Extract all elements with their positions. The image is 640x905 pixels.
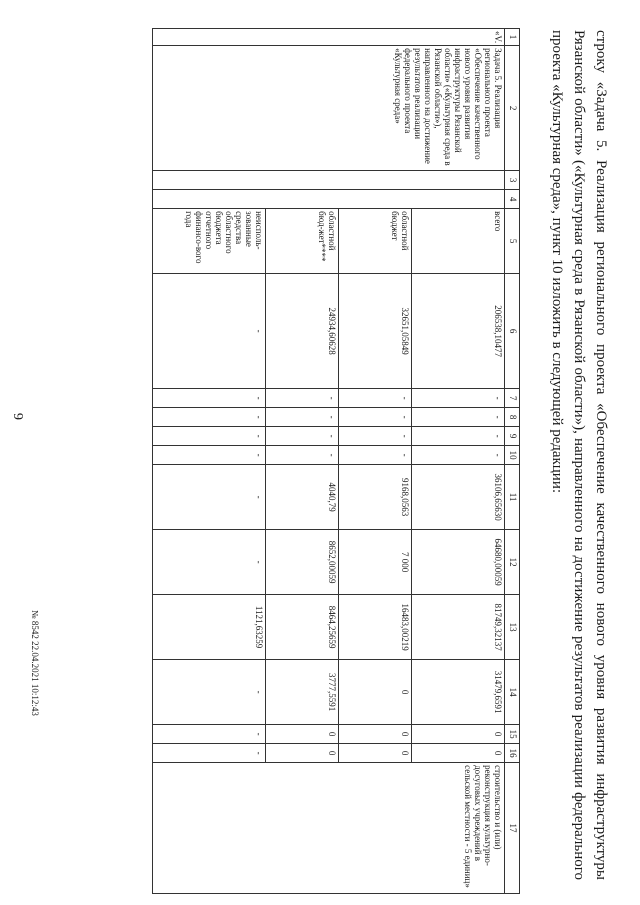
col-header: 13 [505,595,520,660]
row-id: «V. [153,29,505,46]
col-header: 6 [505,274,520,389]
col-header: 10 [505,446,520,465]
cell: - [412,408,505,427]
cell: 9168,0563 [339,465,412,530]
cell: 0 [339,744,412,763]
document-stamp: № 8542 22.04.2021 10:12:43 [30,610,40,716]
cell: - [266,427,339,446]
cell: 3777,5591 [266,660,339,725]
cell: - [153,274,266,389]
cell: - [339,427,412,446]
funding-source: областной бюджет [339,209,412,274]
funding-source: всего [412,209,505,274]
cell: - [339,446,412,465]
cell: - [153,389,266,408]
cell: - [266,408,339,427]
cell: 8652,00059 [266,530,339,595]
cell: 16483,00219 [339,595,412,660]
cell: - [153,465,266,530]
table-row [412,29,505,894]
col-header: 3 [505,171,520,190]
funding-source: областной бюд-жет**** [266,209,339,274]
cell: 0 [412,744,505,763]
result-text: строительство и (или) реконструкция культурно-досуговых учреждений в сельской местности - 5 единиц» [153,763,505,894]
col-header: 16 [505,744,520,763]
cell: - [412,446,505,465]
cell: - [153,446,266,465]
cell: 0 [339,660,412,725]
cell: 0 [339,725,412,744]
cell: 206538,10477 [412,274,505,389]
cell: 4040,79 [266,465,339,530]
col-header: 7 [505,389,520,408]
task-text: Задача 5. Реализация регионального проекта «Обеспечение качественного нового уровня развития инфраструктуры Рязанской области» («Культурная среда в Рязанской области»), направленного на достижение результатов реализации федерального проекта «Культурная среда» [153,46,505,171]
header-row [505,29,520,894]
cell: - [412,427,505,446]
funding-source: неисполь-зованные средства областного бюджета отчетного финансо-вого года [153,209,266,274]
cell: 31479,6591 [412,660,505,725]
cell: 0 [412,725,505,744]
col-header: 17 [505,763,520,894]
cell: - [412,389,505,408]
col-header: 11 [505,465,520,530]
cell: 24934,60628 [266,274,339,389]
cell: 0 [266,744,339,763]
col-header: 1 [505,29,520,46]
cell: - [153,725,266,744]
col-header: 12 [505,530,520,595]
cell: - [153,744,266,763]
cell: 8464,25659 [266,595,339,660]
cell: 32651,05849 [339,274,412,389]
program-table [152,28,520,894]
col-header: 14 [505,660,520,725]
col-header: 15 [505,725,520,744]
col-header: 4 [505,190,520,209]
cell: - [153,408,266,427]
cell: 7 000 [339,530,412,595]
intro-paragraph: строку «Задача 5. Реализация регионального проекта «Обеспечение качественного нового уровня развития инфраструктуры Рязанской области» («Культурная среда в Рязанской области»), направленного на достижение результатов реализации федерального проекта «Культурная среда», пункт 10 изложить в следующей редакции: [549,30,609,880]
cell: - [339,389,412,408]
cell: - [266,446,339,465]
cell: - [153,530,266,595]
cell: - [153,427,266,446]
col-header: 5 [505,209,520,274]
empty-cell [153,171,505,190]
cell: 0 [266,725,339,744]
cell: - [153,660,266,725]
cell: - [266,389,339,408]
cell: 36106,65630 [412,465,505,530]
page-number: 6 [12,413,27,420]
cell: 81749,32137 [412,595,505,660]
col-header: 2 [505,46,520,171]
col-header: 9 [505,427,520,446]
cell: - [339,408,412,427]
empty-cell [153,190,505,209]
cell: 64680,00059 [412,530,505,595]
cell: 1121,63259 [153,595,266,660]
col-header: 8 [505,408,520,427]
